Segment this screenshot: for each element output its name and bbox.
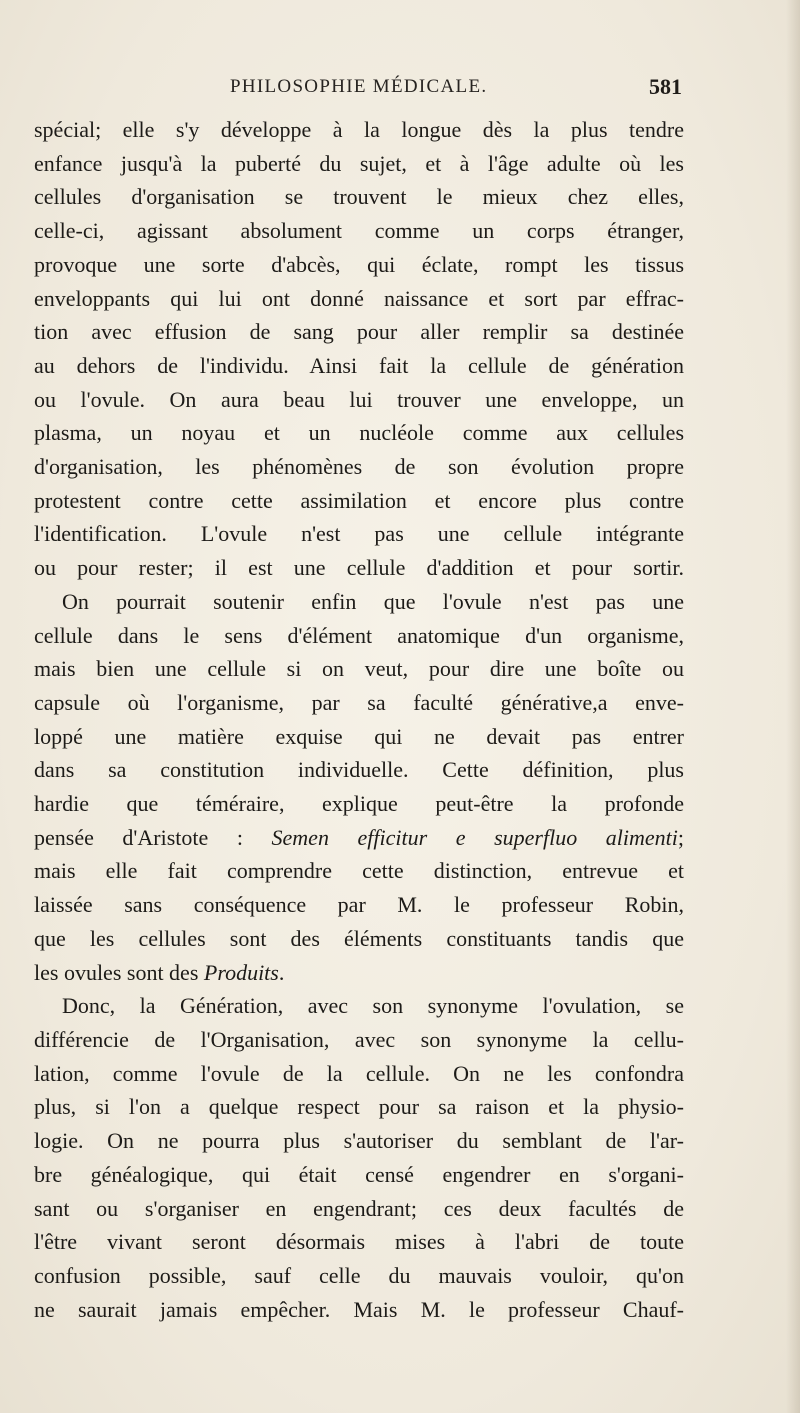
- text-run: .: [278, 959, 285, 985]
- text-line: [34, 1158, 684, 1192]
- text-run: cellules d'organisation se trouvent le mieux chez elles,: [34, 184, 684, 210]
- text-line: [34, 416, 684, 450]
- text-run: provoque une sorte d'abcès, qui éclate, rompt les tissus: [34, 251, 684, 277]
- text-run: Donc, la Génération, avec son synonyme l'ovulation, se: [62, 993, 684, 1019]
- page-edge-shadow: [786, 0, 800, 1413]
- text-run: les ovules sont des: [34, 959, 204, 985]
- text-run: différencie de l'Organisation, avec son synonyme la cellu-: [34, 1026, 684, 1052]
- text-line: [34, 450, 684, 484]
- italic-phrase: Produits: [203, 959, 279, 985]
- text-line: [34, 922, 684, 956]
- text-run: enfance jusqu'à la puberté du sujet, et à l'âge adulte où les: [34, 150, 684, 176]
- text-run: cellule dans le sens d'élément anatomique d'un organisme,: [34, 622, 684, 648]
- text-line: [34, 214, 684, 248]
- text-run: l'être vivant seront désormais mises à l'abri de toute: [34, 1229, 684, 1255]
- text-line: [34, 517, 684, 551]
- text-line: [34, 1225, 684, 1259]
- text-run: confusion possible, sauf celle du mauvais vouloir, qu'on: [34, 1262, 684, 1288]
- text-line: [34, 147, 684, 181]
- text-line: [34, 686, 684, 720]
- text-run: plus, si l'on a quelque respect pour sa raison et la physio-: [34, 1094, 684, 1120]
- text-line: [34, 720, 684, 754]
- text-line: [34, 1023, 684, 1057]
- text-line: [34, 282, 684, 316]
- text-line: [34, 349, 684, 383]
- text-run: lation, comme l'ovule de la cellule. On ne les confondra: [34, 1060, 684, 1086]
- text-line: [34, 113, 684, 147]
- text-line: [34, 1192, 684, 1226]
- text-line: [34, 1090, 684, 1124]
- text-run: laissée sans conséquence par M. le professeur Robin,: [34, 892, 684, 918]
- text-run: bre généalogique, qui était censé engendrer en s'organi-: [34, 1161, 684, 1187]
- text-line: [34, 888, 684, 922]
- text-run: l'identification. L'ovule n'est pas une cellule intégrante: [34, 521, 684, 547]
- text-run: celle-ci, agissant absolument comme un corps étranger,: [34, 218, 684, 244]
- text-run: tion avec effusion de sang pour aller remplir sa destinée: [34, 319, 684, 345]
- text-run: mais elle fait comprendre cette distinction, entrevue et: [34, 858, 684, 884]
- text-line: [34, 821, 684, 855]
- text-line: [34, 787, 684, 821]
- text-line: [34, 1293, 684, 1327]
- text-run: On pourrait soutenir enfin que l'ovule n'est pas une: [62, 588, 684, 614]
- text-run: ne saurait jamais empêcher. Mais M. le professeur Chauf-: [34, 1296, 684, 1322]
- text-run: plasma, un noyau et un nucléole comme aux cellules: [34, 420, 684, 446]
- text-run: hardie que téméraire, explique peut-être la profonde: [34, 791, 684, 817]
- text-run: protestent contre cette assimilation et encore plus contre: [34, 487, 684, 513]
- text-run: capsule où l'organisme, par sa faculté générative,a enve-: [34, 689, 684, 715]
- running-header: [130, 76, 682, 106]
- text-run: loppé une matière exquise qui ne devait pas entrer: [34, 723, 684, 749]
- text-run: d'organisation, les phénomènes de son évolution propre: [34, 454, 684, 480]
- italic-phrase: Semen efficitur e superfluo alimenti: [271, 824, 678, 850]
- text-run: logie. On ne pourra plus s'autoriser du semblant de l'ar-: [34, 1128, 684, 1154]
- text-run: mais bien une cellule si on veut, pour dire une boîte ou: [34, 656, 684, 682]
- text-line: [34, 1057, 684, 1091]
- text-line: [34, 989, 684, 1023]
- text-run: sant ou s'organiser en engendrant; ces deux facultés de: [34, 1195, 684, 1221]
- text-line: [34, 956, 684, 990]
- text-line: [34, 1259, 684, 1293]
- text-run: ou l'ovule. On aura beau lui trouver une enveloppe, un: [34, 386, 684, 412]
- text-line: [34, 484, 684, 518]
- text-line: [34, 248, 684, 282]
- text-run: pensée d'Aristote :: [34, 824, 272, 850]
- text-line: [34, 619, 684, 653]
- text-line: [34, 383, 684, 417]
- text-line: [34, 652, 684, 686]
- text-line: [34, 753, 684, 787]
- text-line: [34, 585, 684, 619]
- text-line: [34, 551, 684, 585]
- text-line: [34, 180, 684, 214]
- text-line: [34, 315, 684, 349]
- running-title: PHILOSOPHIE MÉDICALE.: [230, 76, 488, 97]
- text-line: [34, 1124, 684, 1158]
- text-line: [34, 854, 684, 888]
- text-run: enveloppants qui lui ont donné naissance et sort par effrac-: [34, 285, 684, 311]
- text-run: spécial; elle s'y développe à la longue dès la plus tendre: [34, 117, 684, 142]
- text-run: que les cellules sont des éléments constituants tandis que: [34, 925, 684, 951]
- page-number: 581: [649, 74, 682, 99]
- text-run: au dehors de l'individu. Ainsi fait la cellule de génération: [34, 352, 684, 378]
- text-run: ou pour rester; il est une cellule d'addition et pour sortir.: [34, 555, 684, 581]
- body-text: [34, 113, 684, 1326]
- text-run: dans sa constitution individuelle. Cette définition, plus: [34, 757, 684, 783]
- text-run: ;: [677, 824, 684, 850]
